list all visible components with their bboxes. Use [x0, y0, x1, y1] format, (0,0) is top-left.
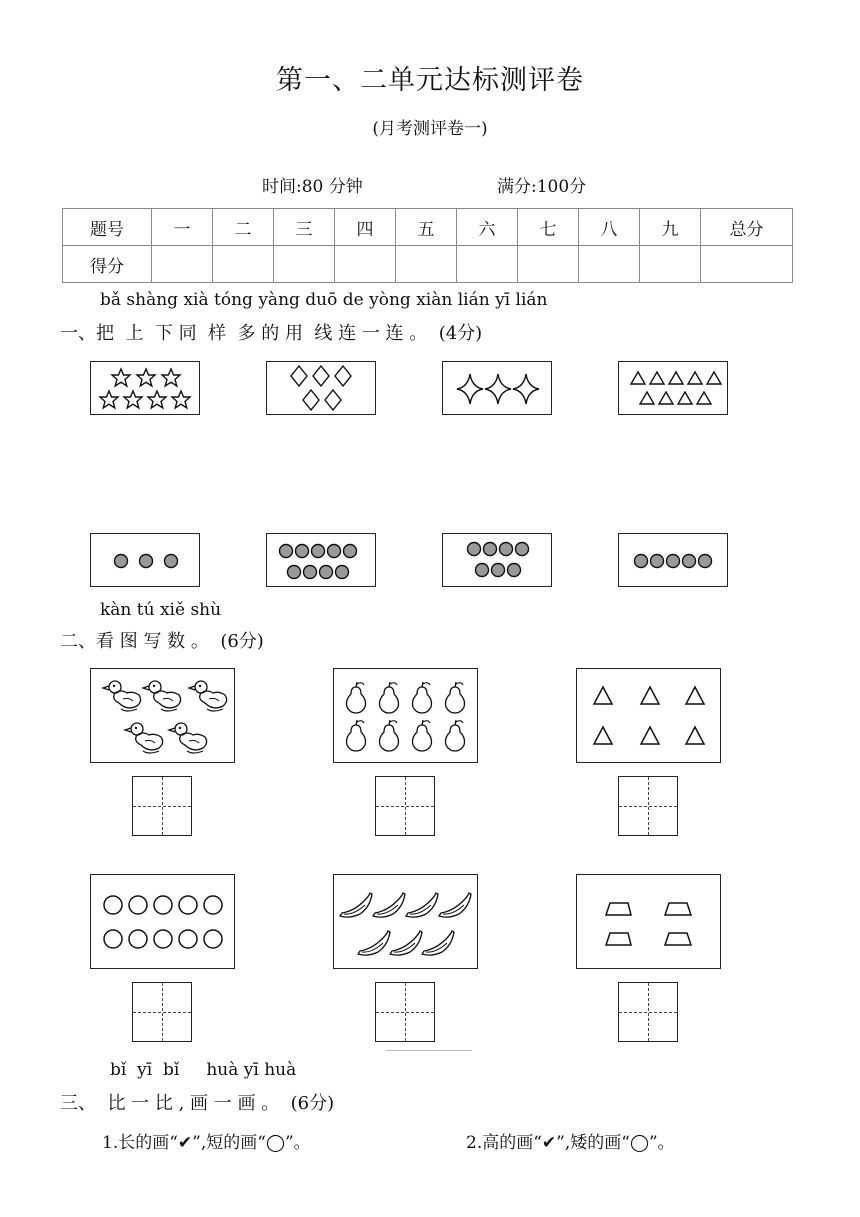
score-input-cell[interactable] — [274, 246, 335, 283]
table-cell: 总分 — [701, 209, 793, 246]
answer-box[interactable] — [618, 982, 678, 1042]
table-cell: 四 — [335, 209, 396, 246]
score-table-score-row — [63, 246, 793, 283]
answer-box[interactable] — [618, 776, 678, 836]
score-input-cell[interactable] — [152, 246, 213, 283]
score-input-cell[interactable] — [213, 246, 274, 283]
q1-pinyin: bǎ shàng xià tóng yàng duō de yòng xiàn lián yī lián — [100, 290, 548, 310]
ducks-box — [90, 668, 235, 763]
q3-heading: 三、 比 一 比 , 画 一 画 。 (6分) — [60, 1093, 335, 1114]
diamonds-box[interactable] — [266, 361, 376, 415]
duck-icon — [91, 669, 236, 764]
table-cell: 六 — [457, 209, 518, 246]
trapezoid-icon — [577, 875, 722, 970]
triangles-box[interactable] — [618, 361, 728, 415]
circle-icon — [619, 534, 729, 588]
q2-heading: 二、看 图 写 数 。 (6分) — [60, 631, 264, 652]
answer-box[interactable] — [375, 982, 435, 1042]
triangle-icon — [577, 669, 722, 764]
circles-box-9[interactable] — [266, 533, 376, 587]
circle-icon — [267, 534, 377, 588]
table-cell: 五 — [396, 209, 457, 246]
score-input-cell[interactable] — [396, 246, 457, 283]
score-input-cell[interactable] — [640, 246, 701, 283]
answer-box[interactable] — [132, 776, 192, 836]
q3-item-1: 1.长的画“✔”,短的画“◯”。 — [102, 1133, 311, 1153]
q1-heading: 一、把 上 下 同 样 多 的 用 线 连 一 连 。 (4分) — [60, 323, 483, 344]
table-cell: 一 — [152, 209, 213, 246]
four-point-star-icon — [443, 362, 553, 416]
bananas-box — [333, 874, 478, 969]
banana-icon — [334, 875, 479, 970]
table-cell: 八 — [579, 209, 640, 246]
table-cell: 九 — [640, 209, 701, 246]
exam-time: 时间:80 分钟 — [262, 177, 363, 197]
score-input-cell[interactable] — [579, 246, 640, 283]
q3-pinyin: bǐ yī bǐ huà yī huà — [110, 1060, 297, 1080]
table-cell: 七 — [518, 209, 579, 246]
trapezoids-box — [576, 874, 721, 969]
table-cell: 二 — [213, 209, 274, 246]
answer-box[interactable] — [132, 982, 192, 1042]
pear-icon — [334, 669, 479, 764]
circle-icon — [443, 534, 553, 588]
page-title: 第一、二单元达标测评卷 — [276, 65, 584, 96]
table-cell: 得分 — [63, 246, 152, 283]
four-point-stars-box[interactable] — [442, 361, 552, 415]
score-input-cell[interactable] — [518, 246, 579, 283]
divider — [386, 1050, 472, 1051]
triangles-box-6 — [576, 668, 721, 763]
diamond-icon — [267, 362, 377, 416]
answer-box[interactable] — [375, 776, 435, 836]
score-table-header-row — [63, 209, 793, 246]
score-input-cell[interactable] — [335, 246, 396, 283]
q2-pinyin: kàn tú xiě shù — [100, 600, 222, 620]
circle-icon — [91, 534, 201, 588]
triangle-icon — [619, 362, 729, 416]
page-subtitle: (月考测评卷一) — [372, 119, 488, 139]
q3-item-2: 2.高的画“✔”,矮的画“◯”。 — [466, 1133, 675, 1153]
stars-box[interactable] — [90, 361, 200, 415]
circles-box-5[interactable] — [618, 533, 728, 587]
circles-box-7[interactable] — [442, 533, 552, 587]
circles-box-3[interactable] — [90, 533, 200, 587]
full-score: 满分:100分 — [497, 177, 587, 197]
score-input-cell[interactable] — [457, 246, 518, 283]
score-input-cell[interactable] — [701, 246, 793, 283]
table-cell: 三 — [274, 209, 335, 246]
circles-box-10 — [90, 874, 235, 969]
star-icon — [91, 362, 201, 416]
table-cell: 题号 — [63, 209, 152, 246]
pears-box — [333, 668, 478, 763]
circle-icon — [91, 875, 236, 970]
score-table — [62, 208, 793, 283]
